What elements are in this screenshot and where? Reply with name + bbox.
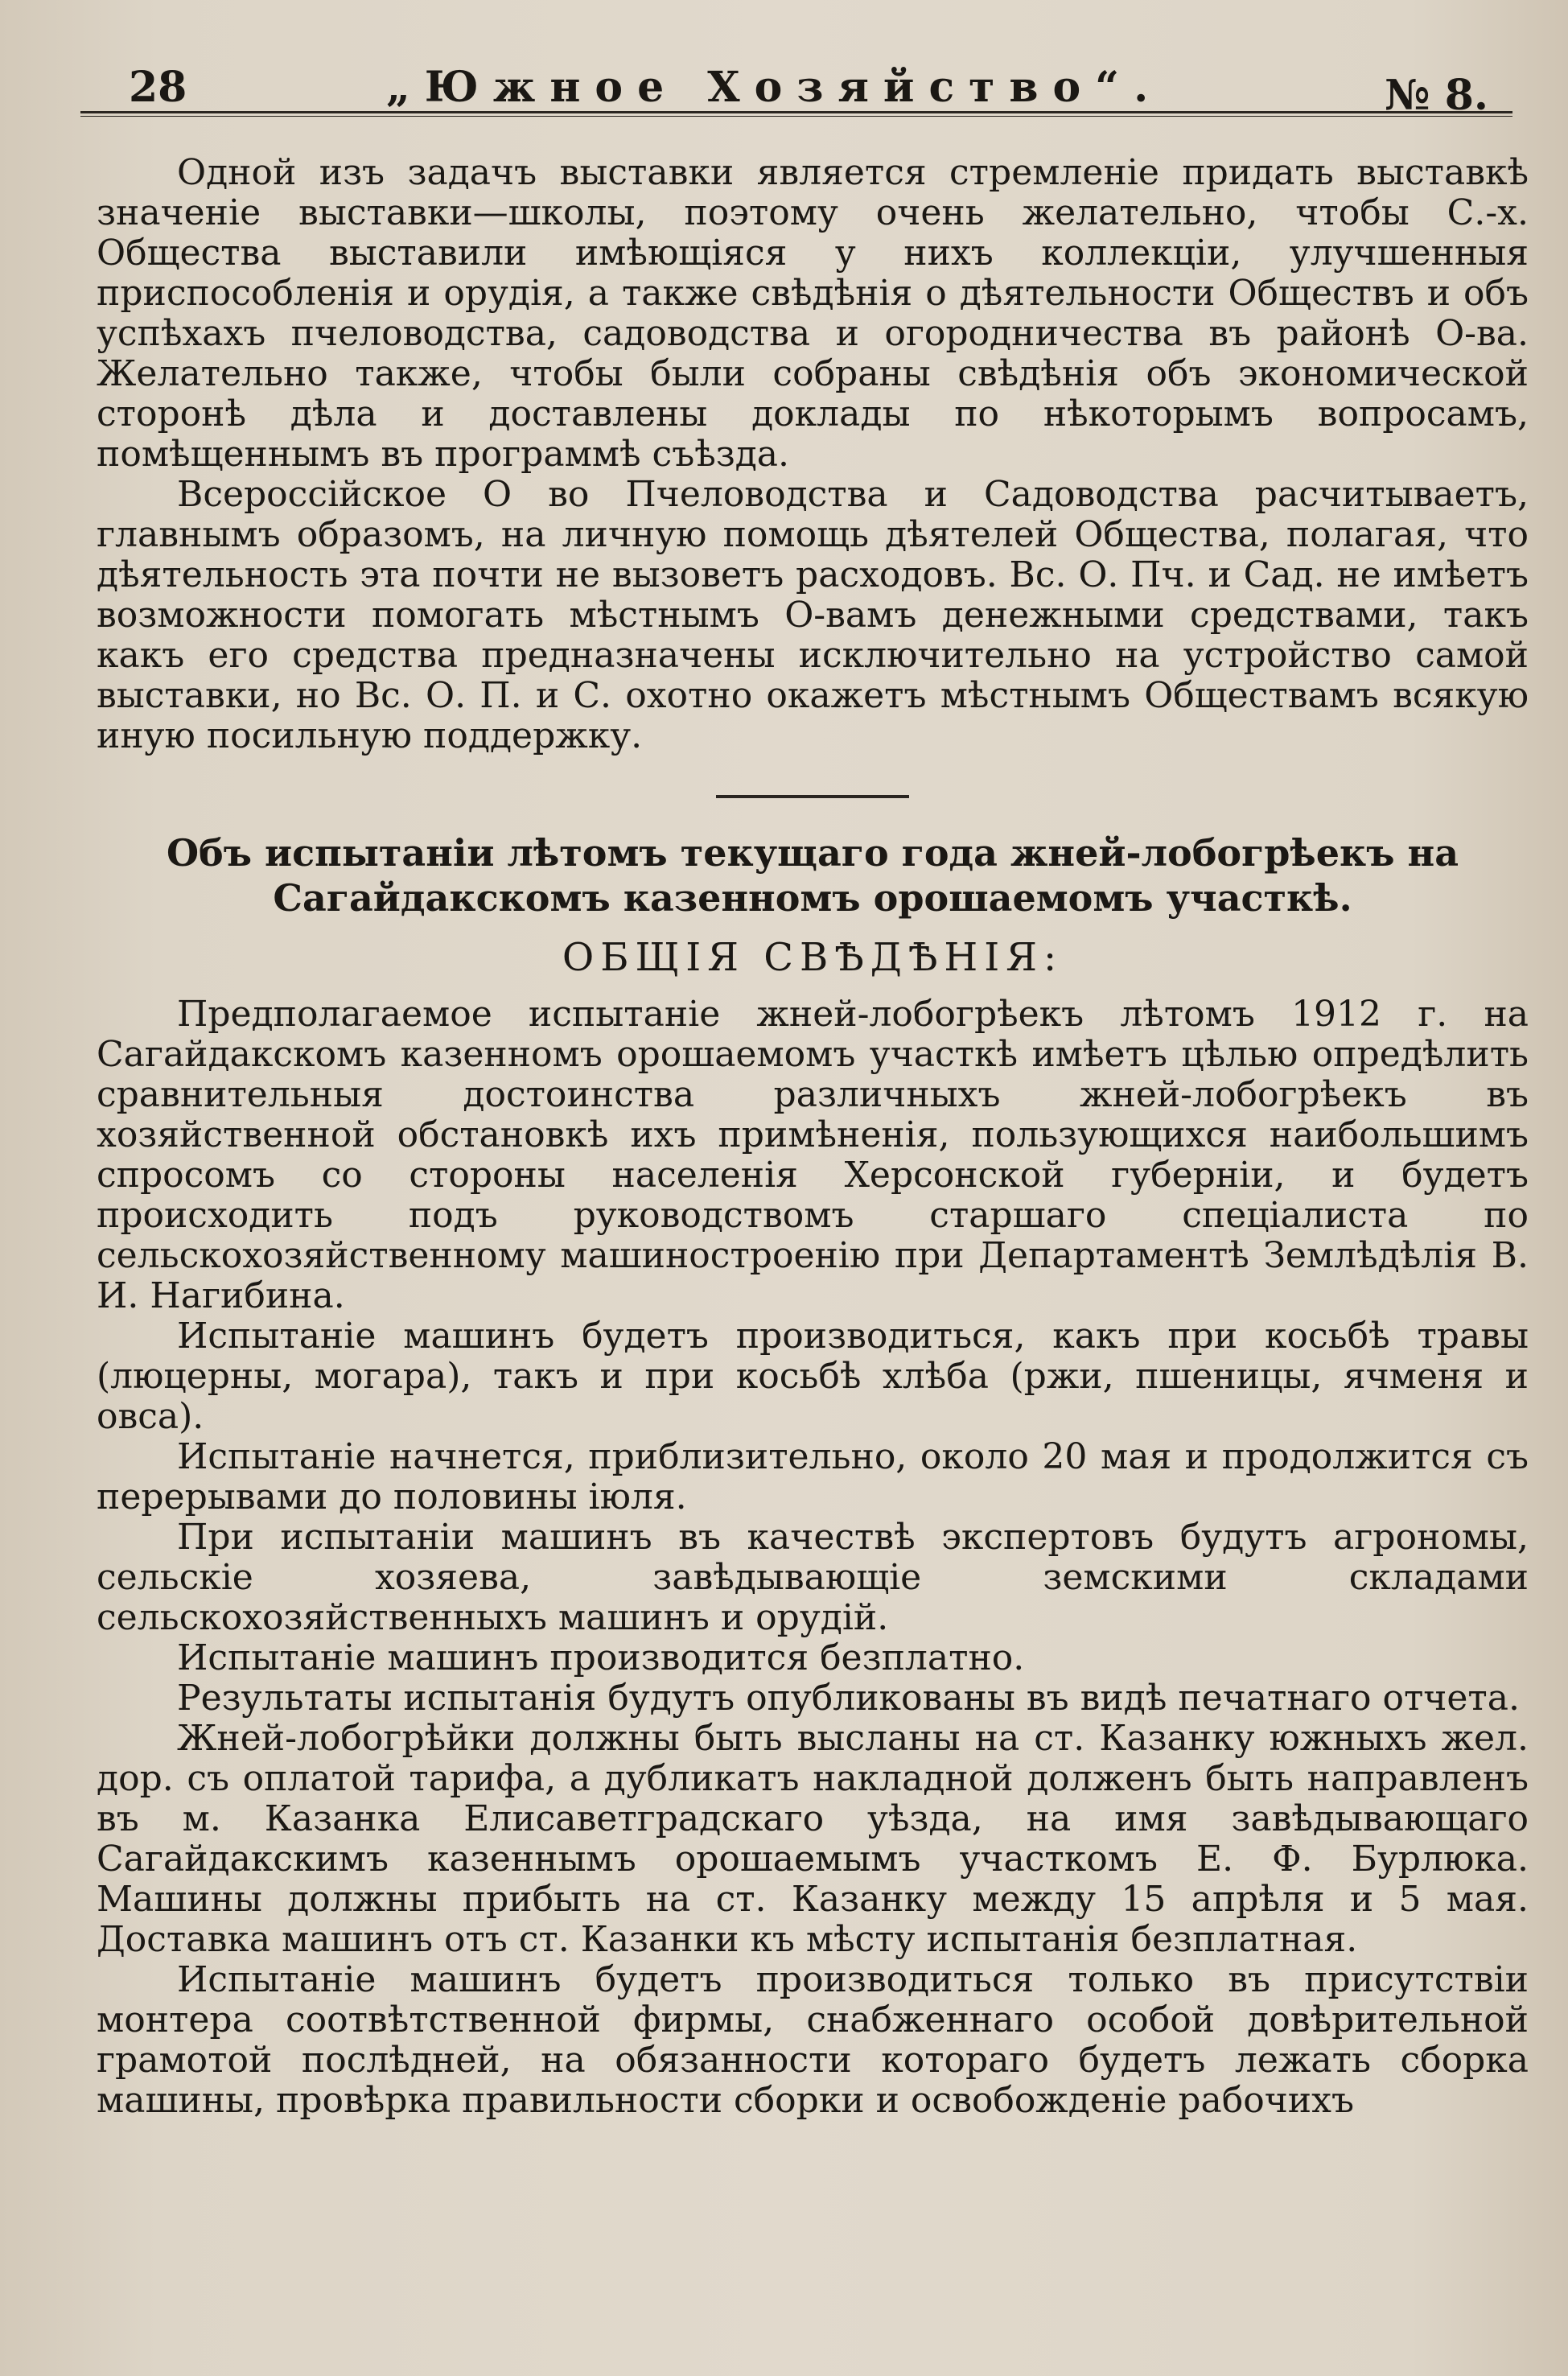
article-paragraph: Испытаніе машинъ будетъ производиться, какъ при косьбѣ травы (люцерны, могара), такъ и при косьбѣ хлѣба (ржи, пшеницы, ячменя и овса). — [97, 1316, 1529, 1437]
article-paragraph: Результаты испытанія будутъ опубликованы въ видѣ печатнаго отчета. — [177, 1678, 1520, 1719]
article-paragraph: При испытаніи машинъ въ качествѣ экспертовъ будутъ агрономы, сельскіе хозяева, завѣдывающіе земскими складами сельскохозяйственныхъ машинъ и орудій. — [97, 1517, 1529, 1638]
page-number: 28 — [129, 63, 187, 112]
intro-paragraph-2: Всероссійское О во Пчеловодства и Садоводства расчитываетъ, главнымъ образомъ, на личную помощь дѣятелей Общества, полагая, что дѣятельность эта почти не вызоветъ расходовъ. Вс. О. Пч. и Сад. не имѣетъ возможности помогать мѣстнымъ О-вамъ денежными средствами, такъ какъ его средства предназначены исключительно на устройство самой выставки, но Вс. О. П. и С. охотно окажетъ мѣстнымъ Обществамъ всякую иную посильную поддержку. — [97, 474, 1529, 756]
journal-title: „Южное Хозяйство“. — [386, 63, 1163, 112]
intro-paragraph-1: Одной изъ задачъ выставки является стремленіе придать выставкѣ значеніе выставки—школы, поэтому очень желательно, чтобы С.-х. Общества выставили имѣющіяся у нихъ коллекціи, улучшенныя приспособленія и орудія, а также свѣдѣнія о дѣятельности Обществъ и объ успѣхахъ пчеловодства, садоводства и огородничества въ районѣ О-ва. Желательно также, чтобы были собраны свѣдѣнія объ экономической сторонѣ дѣла и доставлены доклады по нѣкоторымъ вопросамъ, помѣщеннымъ въ программѣ съѣзда. — [97, 152, 1529, 475]
section-divider — [716, 795, 909, 798]
article-subtitle: ОБЩІЯ СВѢДѢНІЯ: — [562, 935, 1064, 980]
running-header — [80, 63, 1512, 127]
page-body — [97, 153, 1529, 2121]
issue-number: № 8. — [1385, 71, 1488, 120]
article-paragraph: Испытаніе машинъ производится безплатно. — [177, 1637, 1025, 1678]
article-paragraph: Жней-лобогрѣйки должны быть высланы на ст. Казанку южныхъ жел. дор. съ оплатой тарифа, а дубликатъ накладной долженъ быть направленъ въ м. Казанка Елисаветградскаго уѣзда, на имя завѣдывающаго Сагайдакскимъ казеннымъ орошаемымъ участкомъ Е. Ф. Бурлюка. Машины должны прибыть на ст. Казанку между 15 апрѣля и 5 мая. Доставка машинъ отъ ст. Казанки къ мѣсту испытанія безплатная. — [97, 1718, 1529, 1960]
header-rule — [80, 111, 1512, 117]
article-paragraph: Предполагаемое испытаніе жней-лобогрѣекъ лѣтомъ 1912 г. на Сагайдакскомъ казенномъ орошаемомъ участкѣ имѣетъ цѣлью опредѣлить сравнительныя достоинства различныхъ жней-лобогрѣекъ въ хозяйственной обстановкѣ ихъ примѣненія, пользующихся наибольшимъ спросомъ со стороны населенія Херсонской губерніи, и будетъ происходить подъ руководствомъ старшаго спеціалиста по сельскохозяйственному машиностроенію при Департаментѣ Землѣдѣлія В. И. Нагибина. — [97, 994, 1529, 1316]
article-paragraph: Испытаніе начнется, приблизительно, около 20 мая и продолжится съ перерывами до половины іюля. — [97, 1436, 1529, 1517]
article-title: Объ испытаніи лѣтомъ текущаго года жней-лобогрѣекъ на Сагайдакскомъ казенномъ орошаемомъ участкѣ. — [166, 831, 1459, 920]
article-paragraph: Испытаніе машинъ будетъ производиться только въ присутствіи монтера соотвѣтственной фирмы, снабженнаго особой довѣрительной грамотой послѣдней, на обязанности котораго будетъ лежать сборка машины, провѣрка правильности сборки и освобожденіе рабочихъ — [97, 1959, 1529, 2121]
